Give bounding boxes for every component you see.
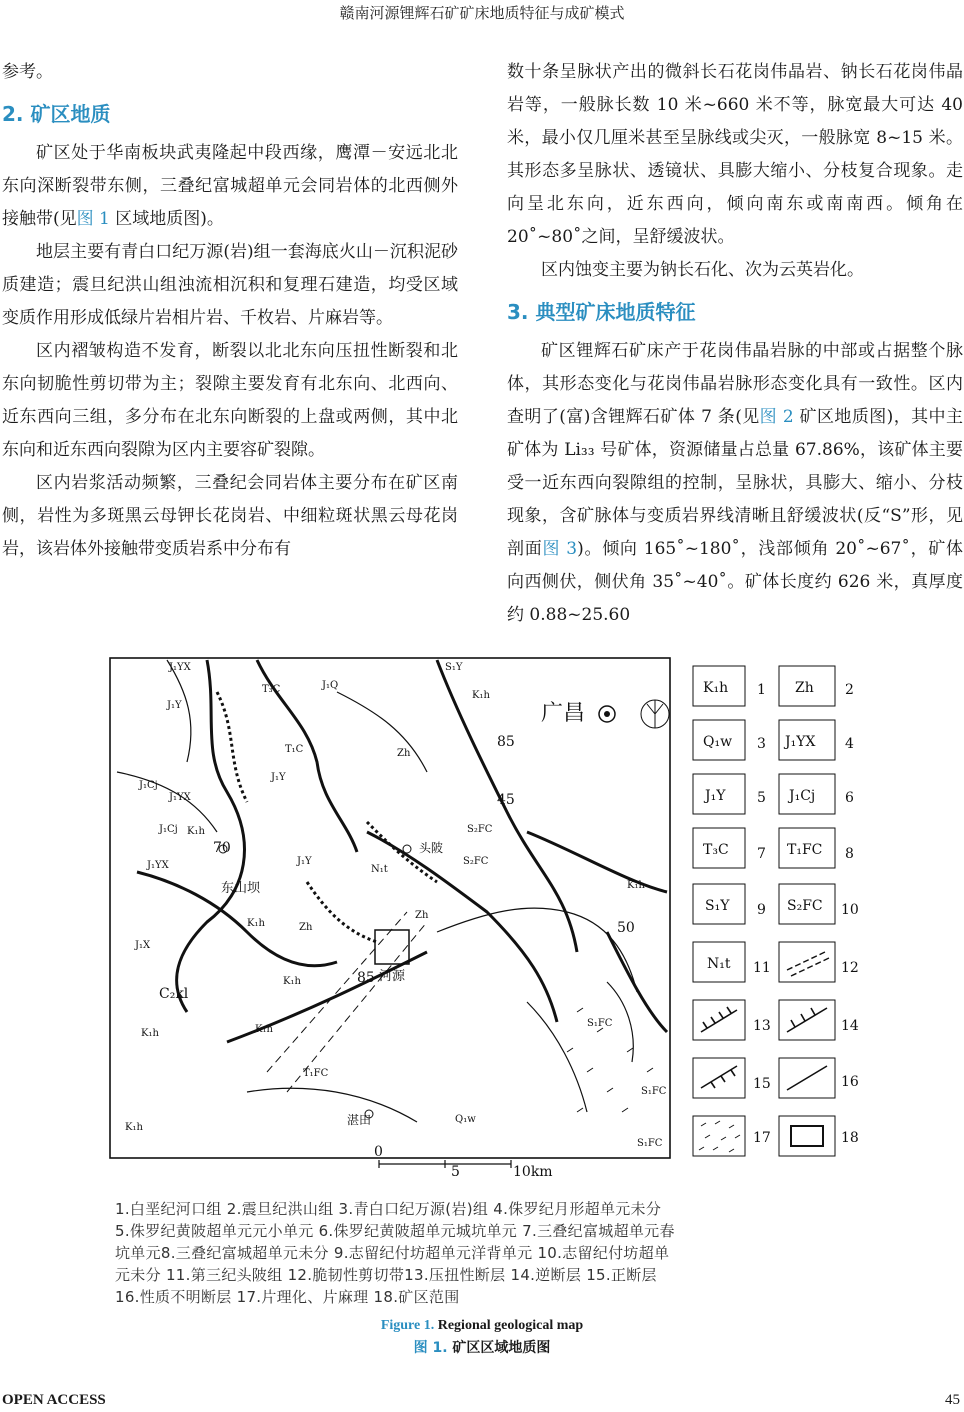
svg-text:K₁h: K₁h [141,1028,159,1039]
figure-3-link[interactable]: 图 3 [542,539,578,559]
legend-number: 9 [757,902,766,918]
legend-code: S₂FC [787,898,823,914]
svg-text:S₁Y: S₁Y [445,662,463,673]
svg-text:Q₁w: Q₁w [455,1114,476,1125]
dip-label: 50 [617,920,635,936]
svg-text:K₁h: K₁h [125,1122,143,1133]
dip-label: 45 [497,792,515,808]
legend-number: 7 [757,846,766,862]
legend-number: 18 [841,1130,859,1146]
map-frame [110,658,670,1158]
legend-number: 14 [841,1018,859,1034]
paragraph [507,335,963,632]
legend-number: 3 [757,736,766,752]
svg-text:J₁X: J₁X [135,940,151,951]
right-column [507,56,963,632]
legend-number: 2 [845,682,854,698]
svg-text:J₁YX: J₁YX [147,860,169,871]
svg-text:S₂FC: S₂FC [463,856,489,867]
legend-number: 16 [841,1074,859,1090]
svg-text:K₁h: K₁h [627,880,645,891]
regional-geological-map [107,652,867,1190]
svg-text:J₁Cj: J₁Cj [159,824,178,835]
map-label-guangchang: 广昌 [541,701,586,726]
legend-box [693,1000,745,1040]
map-label-dongshanba: 东山坝 [221,881,261,896]
svg-text:J₁YX: J₁YX [169,792,191,803]
legend-number: 6 [845,790,854,806]
legend-number: 1 [757,682,766,698]
section-heading-3: 3. 典型矿床地质特征 [507,300,696,324]
map-label-toupi: 头陂 [419,841,444,855]
legend-number: 5 [757,790,766,806]
svg-text:K₁h: K₁h [187,826,205,837]
text: 矿区锂辉石矿床产于花岗伟晶岩脉的中部或占据整个脉体，其形态变化与花岗伟晶岩脉形态变化具有一致性。区内查明了(富)含锂辉石矿体 7 条(见 [507,341,963,427]
legend-line: 1.白垩纪河口组 2.震旦纪洪山组 3.青白口纪万源(岩)组 4.侏罗纪月形超单元未分 [115,1200,662,1218]
svg-text:S₁FC: S₁FC [587,1018,613,1029]
caption-label: Figure 1. [380,1318,435,1333]
paragraph: 地层主要有青白口纪万源(岩)组一套海底火山－沉积泥砂质建造；震旦纪洪山组浊流相沉积和复理石建造，均受区域变质作用形成低绿片岩相片岩、千枚岩、片麻岩等。 [2,242,458,328]
legend-code: Q₁w [703,734,733,750]
svg-text:Zh: Zh [397,748,411,759]
svg-text:K₁h: K₁h [255,1024,273,1035]
figure-caption-zh [0,1337,964,1357]
toupi-town-icon [403,845,411,853]
map-legend [693,666,859,1156]
legend-number: 15 [753,1076,771,1092]
svg-text:K₁h: K₁h [472,690,490,701]
legend-box [779,942,835,982]
paragraph [2,137,458,236]
svg-text:J₁Y: J₁Y [271,772,286,783]
legend-code: Zh [795,680,814,696]
text: 矿区地质图)，其中主矿体为 Li₃₃ 号矿体，资源储量占总量 67.86%，该矿体主要受一近东西向裂隙组的控制，呈脉状，具膨大、缩小、分枝现象，含矿脉体与变质岩界线清晰且舒缓波状(反“S”形，见剖面 [507,407,963,559]
legend-box [693,1058,745,1098]
figure-1-link[interactable]: 图 1 [76,209,110,229]
scale-label: 5 [451,1164,460,1180]
legend-line: 5.侏罗纪黄陂超单元元小单元 6.侏罗纪黄陂超单元城坑单元 7.三叠纪富城超单元春 [115,1222,675,1240]
legend-code: T₃C [703,842,729,858]
legend-explanation [115,1198,875,1308]
legend-number: 17 [753,1130,771,1146]
left-column [2,56,458,566]
svg-text:J₁YX: J₁YX [169,662,191,673]
legend-code: K₁h [703,680,729,696]
svg-text:J₁Y: J₁Y [297,856,312,867]
map-label-heyuan: 河源 [379,969,406,984]
scale-bar [379,1160,511,1168]
legend-line: 16.性质不明断层 17.片理化、片麻理 18.矿区范围 [115,1288,460,1306]
figure-2-link[interactable]: 图 2 [759,407,794,427]
paragraph: 区内褶皱构造不发育，断裂以北北东向压扭性断裂和北东向韧脆性剪切带为主；裂隙主要发育有北东向、北西向、近东西向三组，多分布在北东向断裂的上盘或两侧，其中北东向和近东西向裂隙为区内主要容矿裂隙。 [2,341,458,460]
svg-text:Zh: Zh [299,922,313,933]
svg-text:N₁t: N₁t [371,864,388,875]
open-access-label: OPEN ACCESS [2,1392,106,1408]
dip-label: 85 [497,734,515,750]
svg-text:C₂kl: C₂kl [159,986,189,1002]
caption-label: 图 1. [413,1340,448,1356]
svg-text:Zh: Zh [415,910,429,921]
svg-text:S₂FC: S₂FC [467,824,493,835]
legend-code: J₁YX [785,734,816,750]
figure-caption-en [0,1318,964,1334]
svg-text:S₁FC: S₁FC [637,1138,663,1149]
legend-number: 10 [841,902,859,918]
caption-text: 矿区区域地质图 [447,1340,551,1356]
text: )。倾向 165˚~180˚，浅部倾角 20˚~67˚，矿体向西侧伏，侧伏角 35˚~40˚。矿体长度约 626 米，真厚度约 0.88~25.60 [507,539,964,625]
dip-label: 70 [213,840,231,856]
legend-code: J₁Y [705,788,726,804]
page-number: 45 [945,1392,960,1408]
legend-number: 8 [845,846,854,862]
svg-text:J₁Y: J₁Y [167,700,182,711]
legend-code: S₁Y [705,898,730,914]
caption-text: Regional geological map [434,1318,584,1333]
running-header: 赣南河源锂辉石矿矿床地质特征与成矿模式 [339,4,625,22]
svg-text:K₁h: K₁h [247,918,265,929]
svg-text:K₁h: K₁h [283,976,301,987]
legend-code: N₁t [707,956,731,972]
scale-label: 0 [374,1144,383,1160]
dip-label: 85 [357,970,375,986]
svg-text:T₁C: T₁C [285,744,304,755]
section-heading-2: 2. 矿区地质 [2,102,111,126]
paragraph: 区内岩浆活动频繁，三叠纪会同岩体主要分布在矿区南侧，岩性为多斑黑云母钾长花岗岩、中细粒斑状黑云母花岗岩，该岩体外接触带变质岩系中分布有 [2,473,458,559]
paragraph: 参考。 [2,62,53,82]
text: 区域地质图)。 [109,209,224,229]
legend-number: 11 [753,960,771,976]
map-label-zhantian: 湛田 [347,1113,372,1127]
svg-text:J₁Cj: J₁Cj [139,780,158,791]
legend-number: 4 [845,736,854,752]
legend-number: 13 [753,1018,771,1034]
svg-text:T₁FC: T₁FC [303,1068,329,1079]
scale-label: 10km [513,1164,553,1180]
paragraph: 数十条呈脉状产出的微斜长石花岗伟晶岩、钠长石花岗伟晶岩等，一般脉长数 10 米~660 米不等，脉宽最大可达 40 米，最小仅几厘米甚至呈脉线或尖灭，一般脉宽 8~15 米。其形态多呈脉状、透镜状、具膨大缩小、分枝复合现象。走向呈北东向，近东西向，倾向南东或南南西。倾角在 20˚~80˚之间，呈舒缓波状。 [507,62,963,247]
legend-code: J₁Cj [789,788,816,804]
svg-text:T₃C: T₃C [262,684,281,695]
paragraph: 区内蚀变主要为钠长石化、次为云英岩化。 [541,260,864,280]
legend-number: 12 [841,960,859,976]
svg-text:S₁FC: S₁FC [641,1086,667,1097]
legend-line: 元未分 11.第三纪头陂组 12.脆韧性剪切带13.压扭性断层 14.逆断层 15.正断层 [115,1266,657,1284]
legend-code: T₁FC [787,842,823,858]
svg-text:J₁Q: J₁Q [322,680,339,691]
text: 矿区处于华南板块武夷隆起中段西缘，鹰潭－安远北北东向深断裂带东侧，三叠纪富城超单元会同岩体的北西侧外接触带(见 [2,143,458,229]
legend-line: 坑单元8.三叠纪富城超单元未分 9.志留纪付坊超单元洋背单元 10.志留纪付坊超单 [115,1244,670,1262]
legend-box [779,1116,835,1156]
